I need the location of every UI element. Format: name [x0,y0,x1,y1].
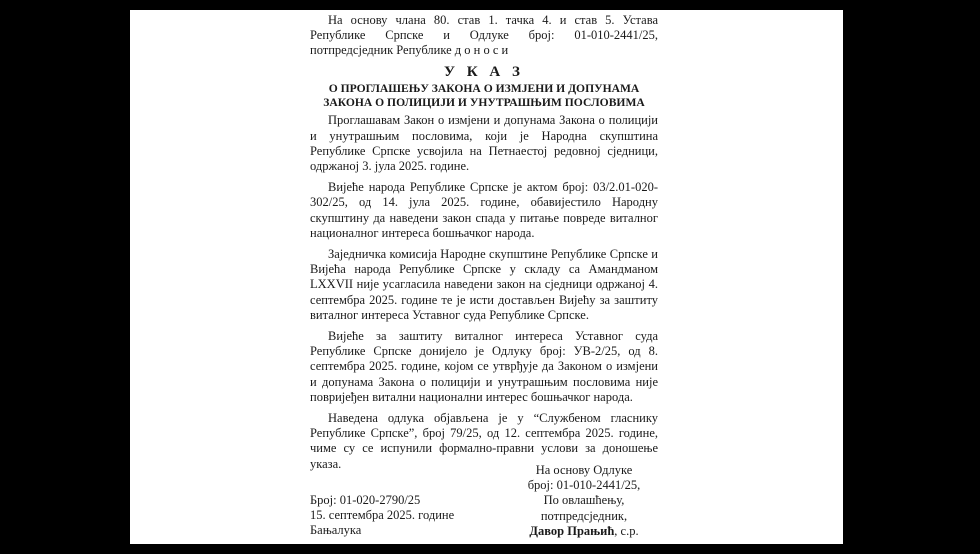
reference-number: Број: 01-020-2790/25 [310,493,421,507]
reference-place: Бањалука [310,523,362,538]
signature-role: потпредсједник, [540,508,628,523]
paragraph-2: Вијеће народа Републике Српске је актом број: 03/2.01-020-302/25, од 14. јула 2025. године, обавијестило Народну скупштину да наведени закон спада у питање повреде виталног националног интереса бошњачког народа. [310,180,658,240]
paragraph-4: Вијеће за заштиту виталног интереса Уставног суда Републике Српске донијело је Одлуку број: УВ-2/25, од 8. септембра 2025. године, којом се утврђује да Законом о измјени и допунама Закона о полицији и унутрашњим пословима није повријеђен витални национални интерес бошњачког народа. [310,329,658,404]
document-page [130,10,843,544]
signature-block [504,463,664,539]
decree-subtitle: О ПРОГЛАШЕЊУ ЗАКОНА О ИЗМЈЕНИ И ДОПУНАМА ЗАКОНА О ПОЛИЦИЈИ И УНУТРАШЊИМ ПОСЛОВИМА [323,81,645,109]
paragraph-1: Проглашавам Закон о измјени и допунама Закона о полицији и унутрашњим пословима, који је Народна скупштина Републике Српске усвојила на Петнаестој редовној сједници, одржаној 3. јула 2025. године. [310,113,658,174]
signature-basis: На основу Одлуке [535,463,633,477]
signatory-name: Давор Прањић [529,523,615,538]
reference-date: 15. септембра 2025. године [310,508,455,523]
signature-name-line [504,524,664,539]
reference-block [310,493,500,539]
signature-suffix: , с.р. [614,523,639,538]
signature-authorization: По овлашћењу, [543,493,625,508]
document-body [310,13,658,472]
decree-title: У К А З [444,63,524,80]
intro-paragraph: На основу члана 80. став 1. тачка 4. и став 5. Устава Републике Српске и Одлуке број: 01-010-2441/25, потпредсједник Републике д о н о с и [310,13,658,58]
signature-decision-number: број: 01-010-2441/25, [527,478,641,493]
paragraph-5: Наведена одлука објављена је у “Службеном гласнику Републике Српске”, број 79/25, од 12. септембра 2025. године, чиме су се испунили формално-правни услови за доношење указа. [310,411,658,471]
paragraph-3: Заједничка комисија Народне скупштине Републике Српске и Вијећа народа Републике Српске у складу са Амандманом LXXVII није усагласила наведени закон на сједници одржаној 4. септембра 2025. године те је исти достављен Вијећу за заштиту виталног интереса Уставног суда Републике Српске. [310,247,658,322]
